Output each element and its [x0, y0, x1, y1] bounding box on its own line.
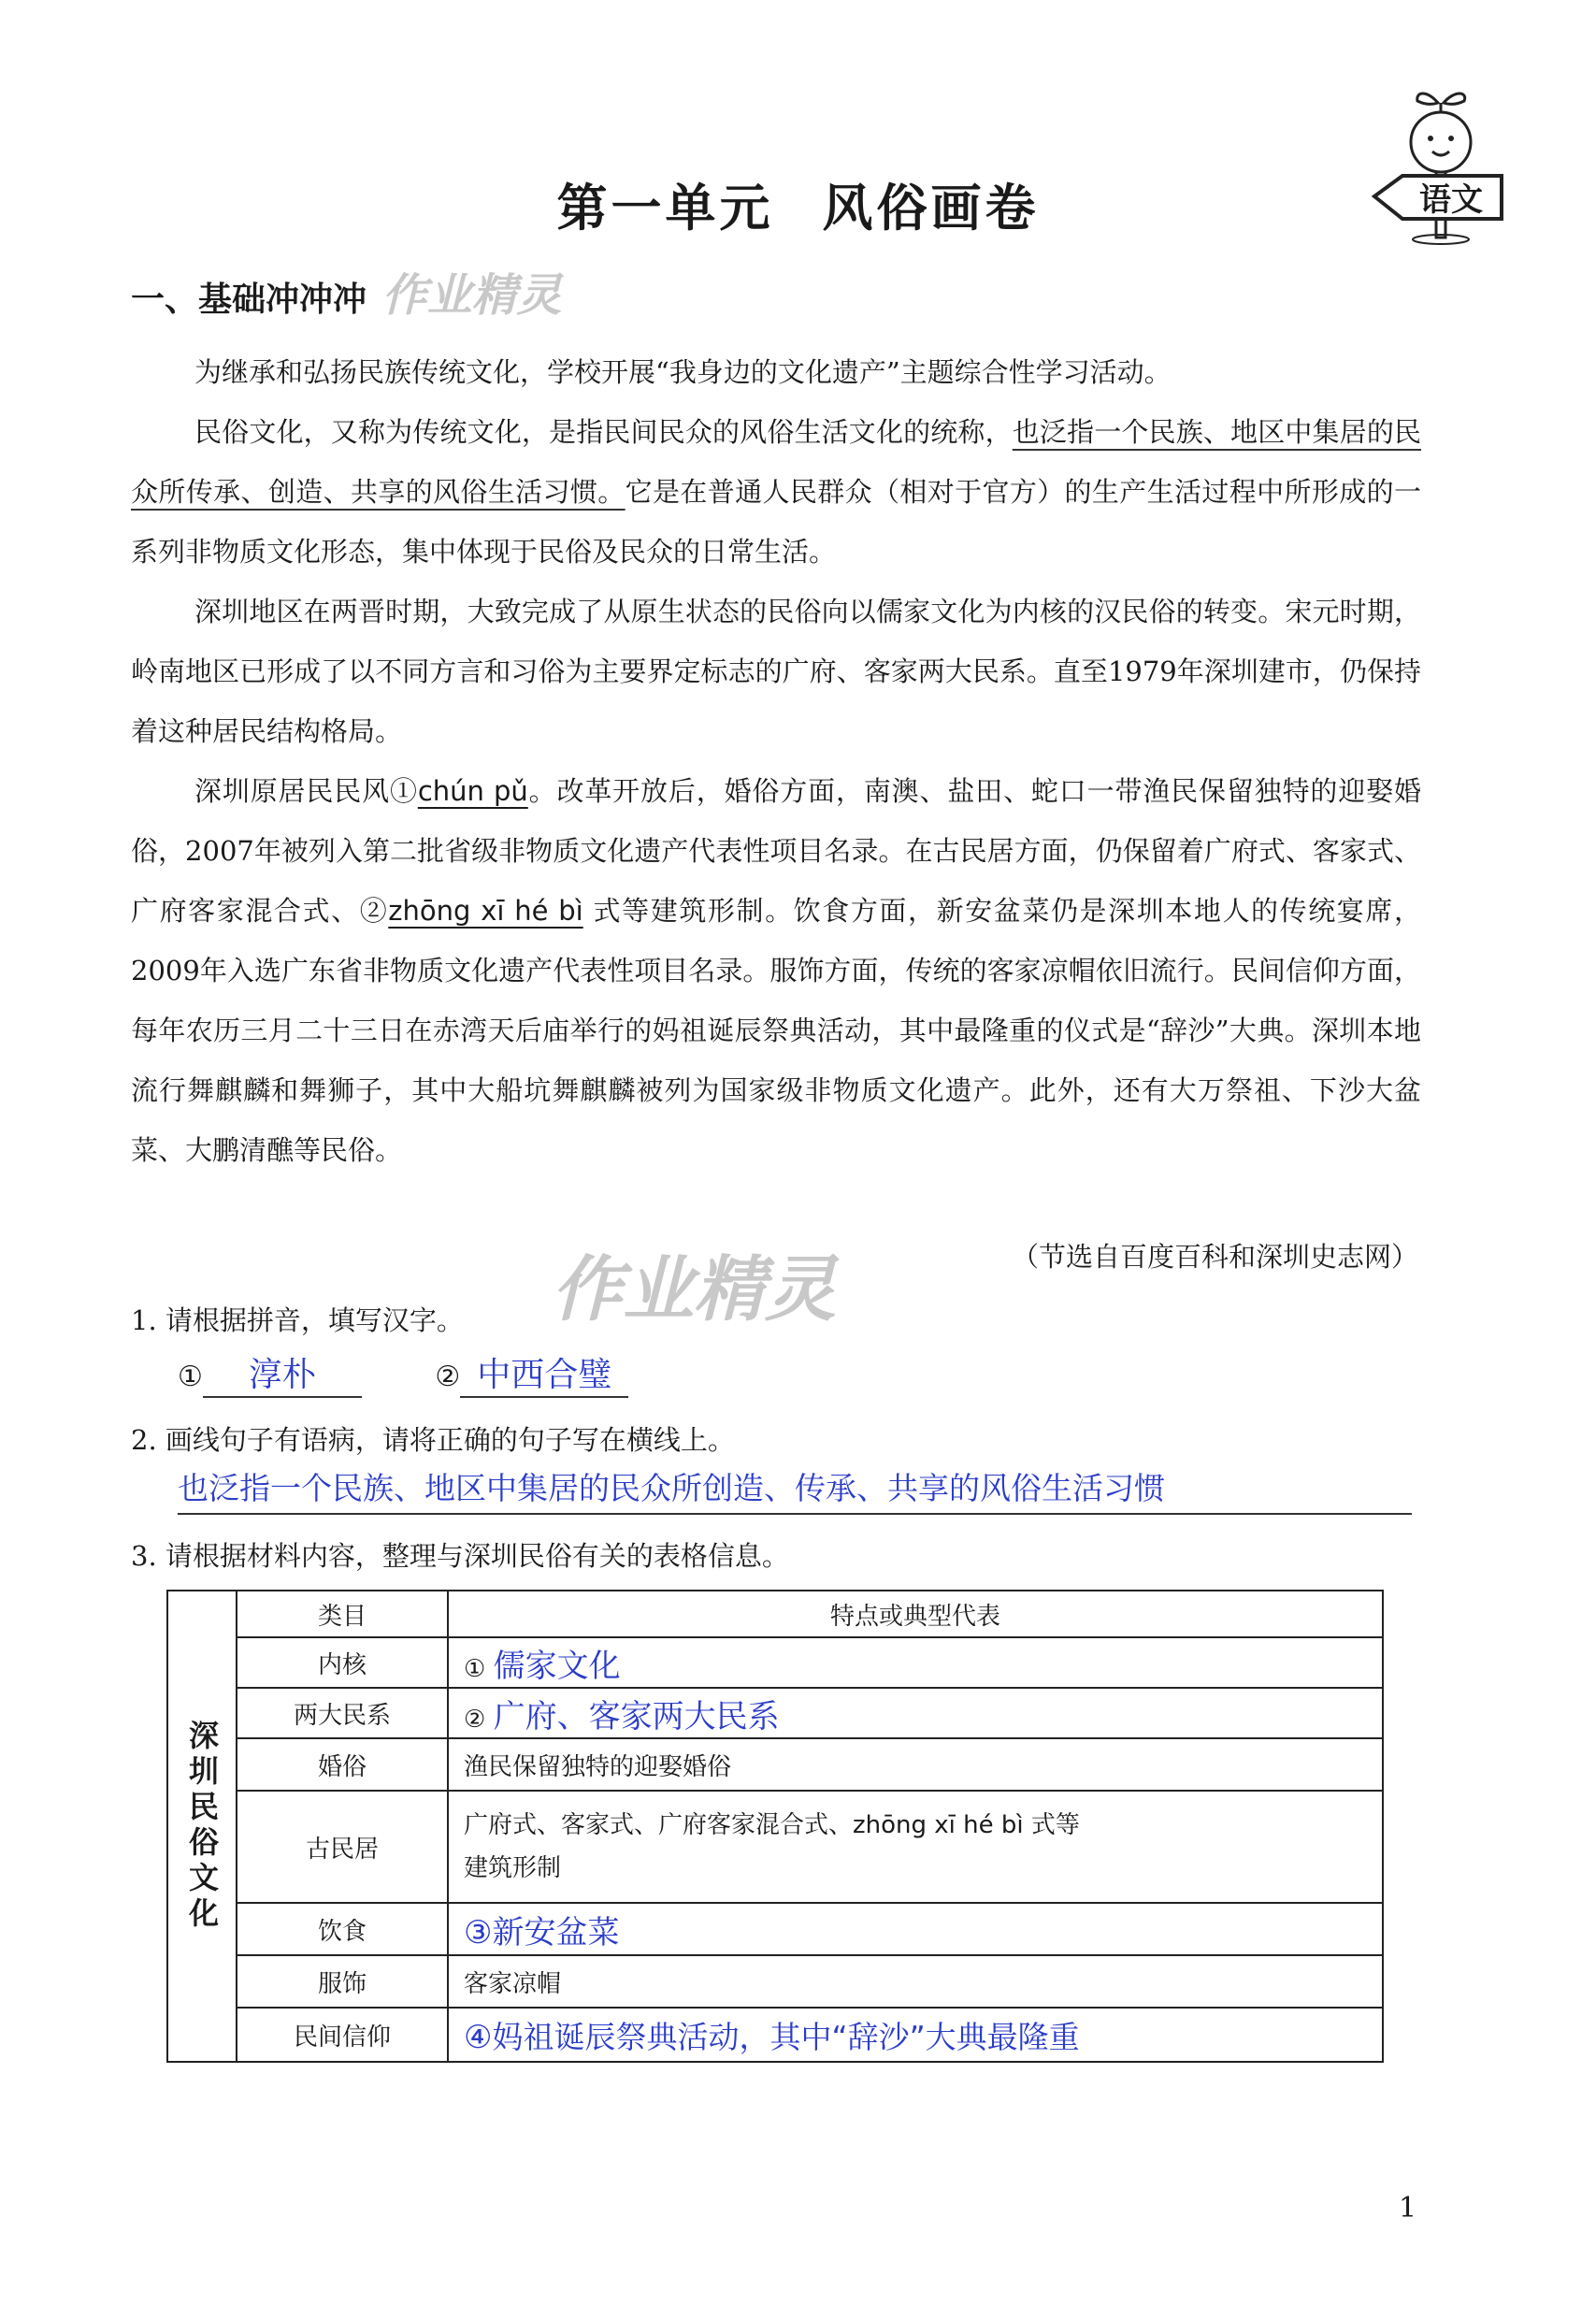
question-1-prompt: 1. 请根据拼音，填写汉字。 — [131, 1304, 464, 1336]
answer-blank-1: 淳朴 — [203, 1348, 362, 1398]
watermark-middle: 作业精灵 — [552, 1247, 836, 1331]
section-title: 一、基础冲冲冲 — [131, 281, 367, 319]
passage-paragraph-1: 为继承和弘扬民族传统文化，学校开展“我身边的文化遗产”主题综合性学习活动。 — [194, 356, 1172, 388]
unit-title-part1: 第一单元 — [556, 179, 774, 238]
table-row: 饮食 ③新安盆菜 — [167, 1903, 1383, 1955]
subject-badge: 语文 — [1419, 181, 1483, 219]
pinyin-2: zhōng xī hé bì — [388, 895, 583, 927]
table-answer-1: 儒家文化 — [493, 1647, 621, 1685]
table-header-feature: 特点或典型代表 — [448, 1591, 1383, 1637]
pinyin-1: chún pǔ — [417, 775, 528, 807]
table-row: 婚俗 渔民保留独特的迎娶婚俗 — [167, 1738, 1383, 1791]
table-row: 民间信仰 ④妈祖诞辰祭典活动，其中“辞沙”大典最隆重 — [167, 2008, 1383, 2062]
question-3-prompt: 3. 请根据材料内容，整理与深圳民俗有关的表格信息。 — [131, 1540, 789, 1572]
table-answer-4: 妈祖诞辰祭典活动，其中“辞沙”大典最隆重 — [492, 2018, 1080, 2055]
table-row: 内核 ① 儒家文化 — [167, 1637, 1383, 1688]
table-header-row — [167, 1591, 1383, 1637]
unit-title-part2: 风俗画卷 — [822, 179, 1040, 238]
table-header-category: 类目 — [237, 1591, 448, 1637]
answer-blank-2: 中西合璧 — [460, 1348, 628, 1398]
table-row: 古民居 广府式、客家式、广府客家混合式、zhōng xī hé bì 式等 建筑形制 — [167, 1791, 1383, 1903]
table-answer-3: 新安盆菜 — [492, 1913, 620, 1951]
flawed-sentence: 也泛指一个民族、地区中集居的民众所传承、创造、共享的风俗生活习惯。 — [131, 416, 1421, 508]
passage — [131, 342, 1421, 1180]
question-2-answer-line: 也泛指一个民族、地区中集居的民众所创造、传承、共享的风俗生活习惯 — [178, 1464, 1412, 1515]
passage-source: （节选自百度百科和深圳史志网） — [1011, 1241, 1418, 1273]
question-1-answers: ① 淳朴 ② 中西合璧 — [178, 1348, 628, 1398]
section-heading — [131, 259, 562, 324]
table-answer-2: 广府、客家两大民系 — [493, 1697, 780, 1735]
question-2-prompt: 2. 画线句子有语病，请将正确的句子写在横线上。 — [131, 1424, 735, 1456]
table-row: 两大民系 ② 广府、客家两大民系 — [167, 1688, 1383, 1738]
passage-paragraph-4: 深圳原居民民风①chún pǔ。改革开放后，婚俗方面，南澳、盐田、蛇口一带渔民保留独特的迎娶婚俗，2007年被列入第二批省级非物质文化遗产代表性项目名录。在古民居方面，仍保留着广府式、客家式、广府客家混合式、②zhōng xī hé bì 式等建筑形制。饮食方面，新安盆菜仍是深圳本地人的传统宴席，2009年入选广东省非物质文化遗产代表性项目名录。服饰方面，传统的客家凉帽依旧流行。民间信仰方面，每年农历三月二十三日在赤湾天后庙举行的妈祖诞辰祭典活动，其中最隆重的仪式是“辞沙”大典。深圳本地流行舞麒麟和舞狮子，其中大船坑舞麒麟被列为国家级非物质文化遗产。此外，还有大万祭祖、下沙大盆菜、大鹏清醮等民俗。 — [131, 775, 1421, 1166]
table-side-label-cell — [167, 1591, 237, 2062]
passage-paragraph-3: 深圳地区在两晋时期，大致完成了从原生状态的民俗向以儒家文化为内核的汉民俗的转变。宋元时期，岭南地区已形成了以不同方言和习俗为主要界定标志的广府、客家两大民系。直至1979年深圳建市，仍保持着这种居民结构格局。 — [131, 596, 1421, 747]
customs-table — [166, 1590, 1384, 2063]
passage-paragraph-2: 民俗文化，又称为传统文化，是指民间民众的风俗生活文化的统称，也泛指一个民族、地区中集居的民众所传承、创造、共享的风俗生活习惯。它是在普通人民群众（相对于官方）的生产生活过程中所形成的一系列非物质文化形态，集中体现于民俗及民众的日常生活。 — [131, 416, 1421, 568]
page-number: 1 — [1399, 2192, 1417, 2225]
table-row: 服饰 客家凉帽 — [167, 1955, 1383, 2008]
watermark-top: 作业精灵 — [381, 269, 562, 322]
table-side-label: 深圳民俗文化 — [184, 1720, 220, 1933]
page-title — [0, 168, 1596, 240]
